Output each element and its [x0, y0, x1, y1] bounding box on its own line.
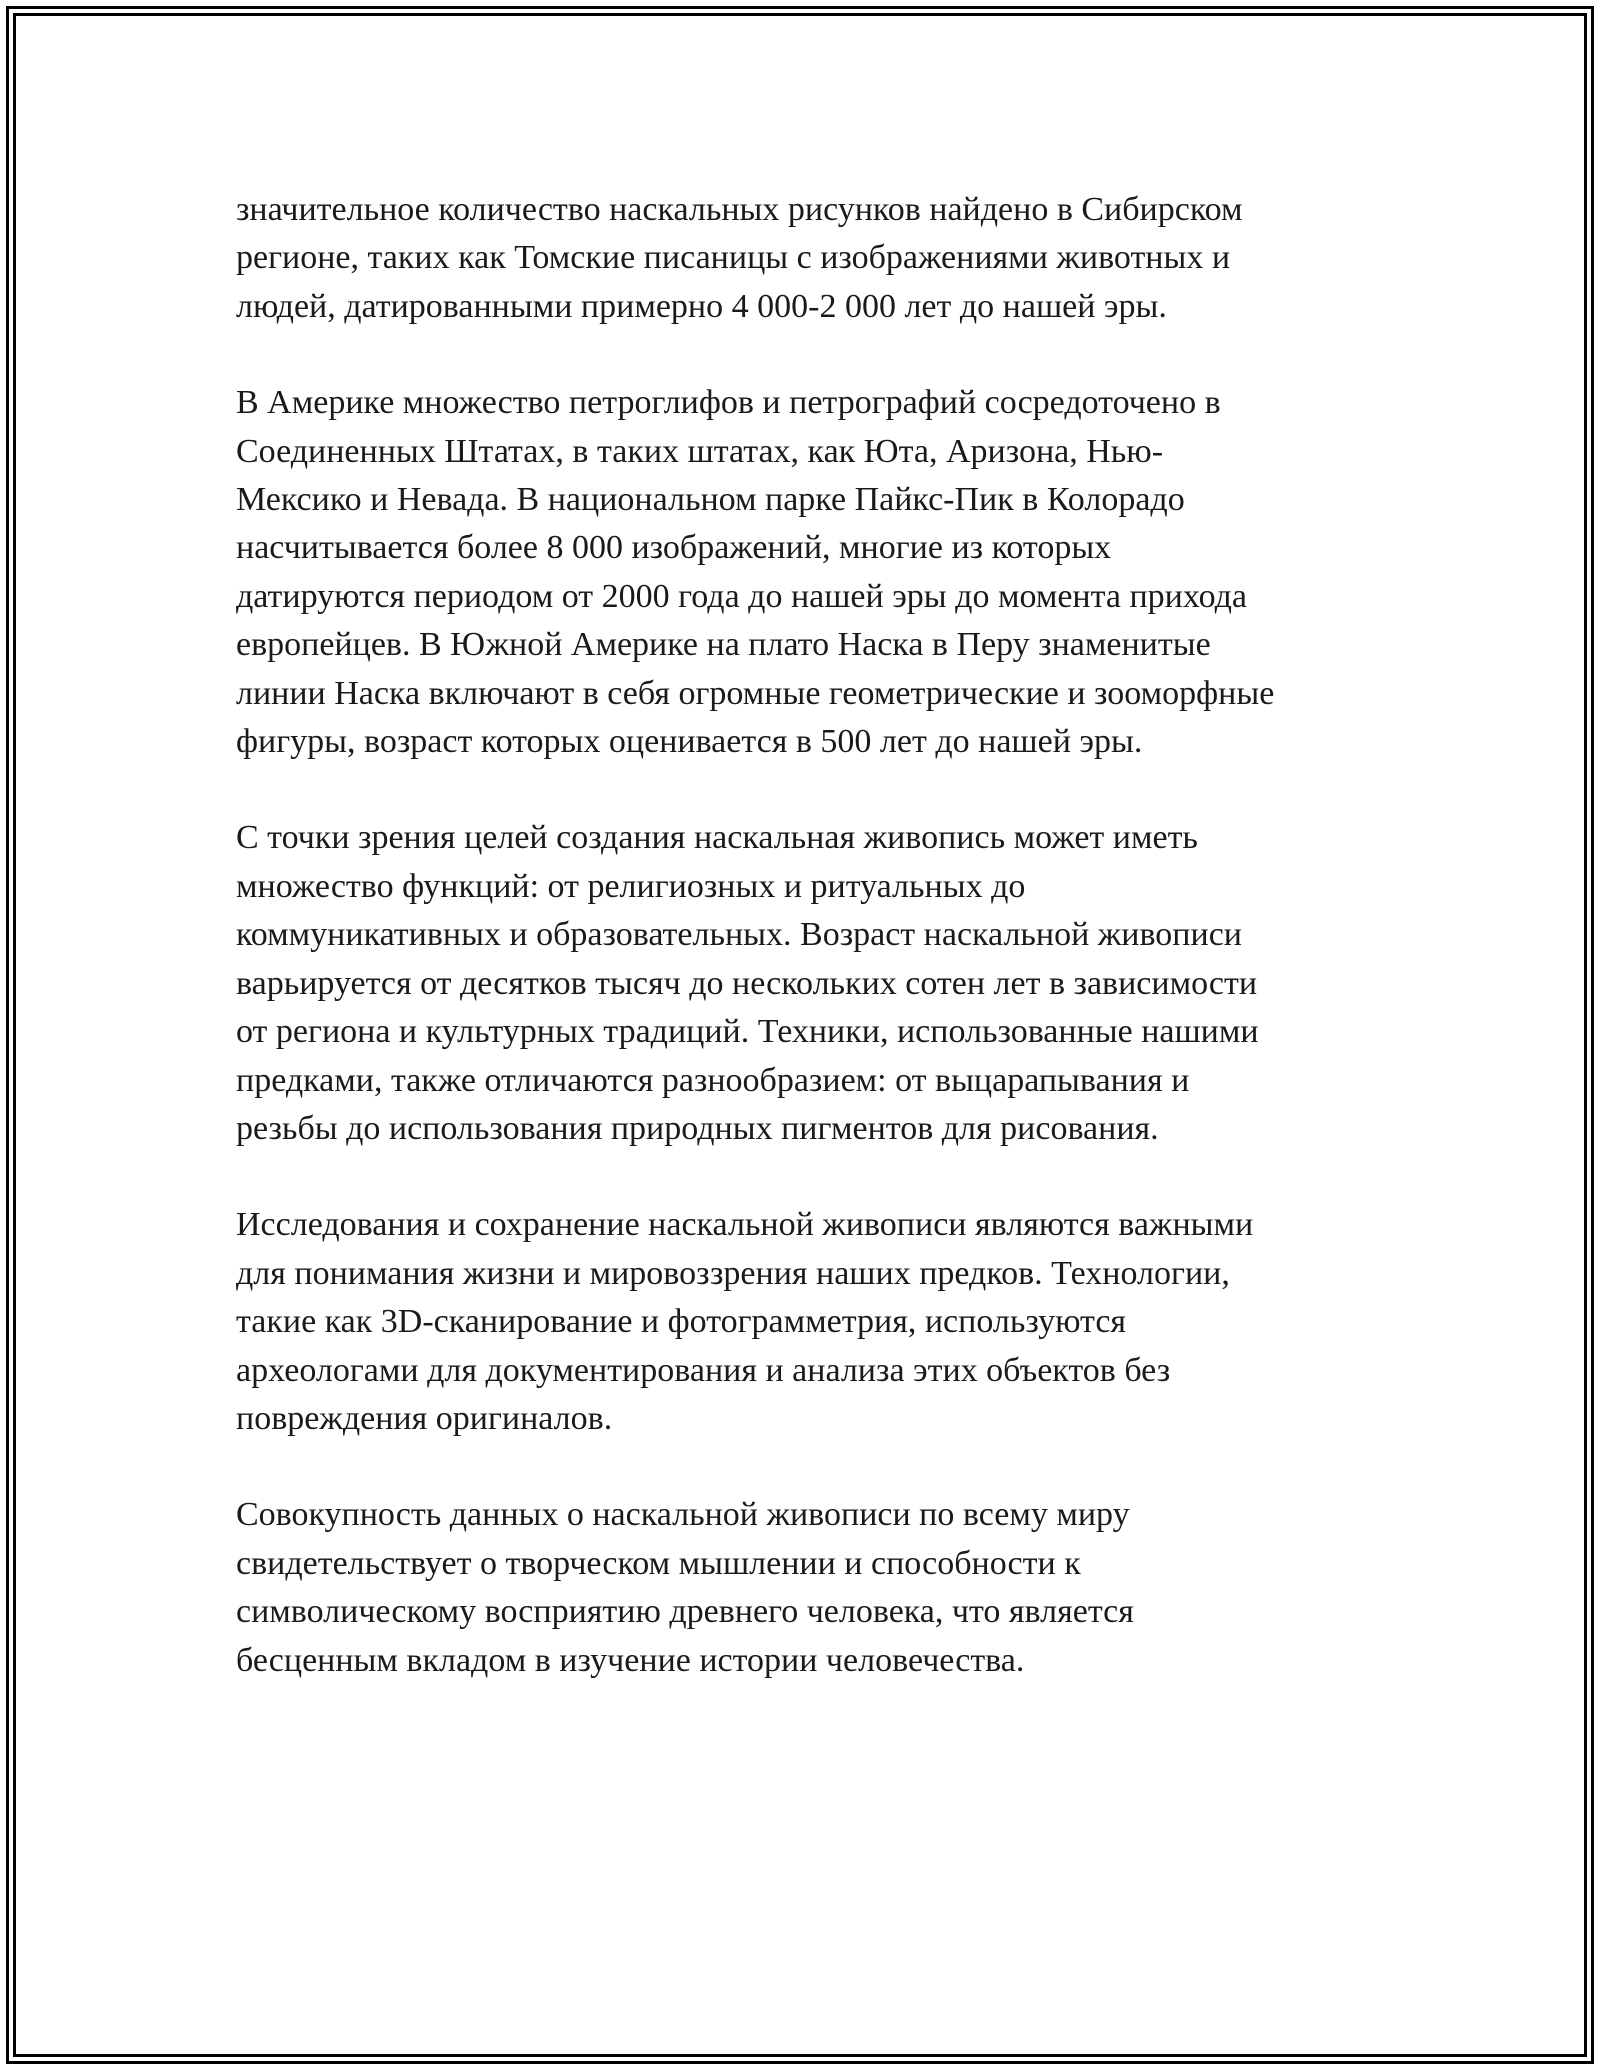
text-line: символическому восприятию древнего человека, что является: [236, 1593, 1134, 1631]
text-line: Соединенных Штатах, в таких штатах, как Юта, Аризона, Нью-: [236, 432, 1164, 470]
text-line: С точки зрения целей создания наскальная живопись может иметь: [236, 819, 1198, 857]
text-line: значительное количество наскальных рисунков найдено в Сибирском: [236, 191, 1243, 228]
text-line: от региона и культурных традиций. Техники, использованные нашими: [236, 1013, 1259, 1051]
text-line: регионе, таких как Томские писаницы с изображениями животных и: [236, 239, 1231, 277]
text-line: для понимания жизни и мировоззрения наших предков. Технологии,: [236, 1254, 1230, 1292]
text-line: Мексико и Невада. В национальном парке Пайкс-Пик в Колорадо: [236, 481, 1185, 519]
paragraph-america: [236, 379, 1386, 766]
paragraph-research: [236, 1201, 1386, 1443]
text-line: фигуры, возраст которых оценивается в 500 лет до нашей эры.: [236, 723, 1143, 761]
text-line: повреждения оригиналов.: [236, 1399, 613, 1437]
text-line: людей, датированными примерно 4 000-2 000 лет до нашей эры.: [236, 287, 1167, 325]
text-line: Исследования и сохранение наскальной живописи являются важными: [236, 1206, 1254, 1244]
text-line: датируются периодом от 2000 года до нашей эры до момента прихода: [236, 577, 1247, 615]
text-line: резьбы до использования природных пигментов для рисования.: [236, 1109, 1159, 1147]
text-line: линии Наска включают в себя огромные геометрические и зооморфные: [236, 674, 1275, 712]
paragraph-siberia: [236, 186, 1386, 331]
text-line: такие как 3D-сканирование и фотограмметрия, используются: [236, 1303, 1127, 1341]
text-line: свидетельствует о творческом мышлении и способности к: [236, 1544, 1081, 1582]
text-line: бесценным вкладом в изучение истории человечества.: [236, 1641, 1025, 1679]
text-line: Совокупность данных о наскальной живописи по всему миру: [236, 1496, 1130, 1534]
paragraph-conclusion: [236, 1491, 1386, 1685]
text-line: множество функций: от религиозных и ритуальных до: [236, 867, 1026, 905]
text-line: археологами для документирования и анализа этих объектов без: [236, 1351, 1171, 1389]
document-body: [236, 186, 1386, 1733]
text-line: В Америке множество петроглифов и петрографий сосредоточено в: [236, 384, 1221, 422]
text-line: варьируется от десятков тысяч до нескольких сотен лет в зависимости: [236, 964, 1258, 1002]
text-line: насчитывается более 8 000 изображений, многие из которых: [236, 529, 1112, 567]
paragraph-purposes: [236, 814, 1386, 1153]
text-line: коммуникативных и образовательных. Возраст наскальной живописи: [236, 916, 1242, 954]
text-line: предками, также отличаются разнообразием: от выцарапывания и: [236, 1061, 1190, 1099]
text-line: европейцев. В Южной Америке на плато Наска в Перу знаменитые: [236, 626, 1211, 664]
